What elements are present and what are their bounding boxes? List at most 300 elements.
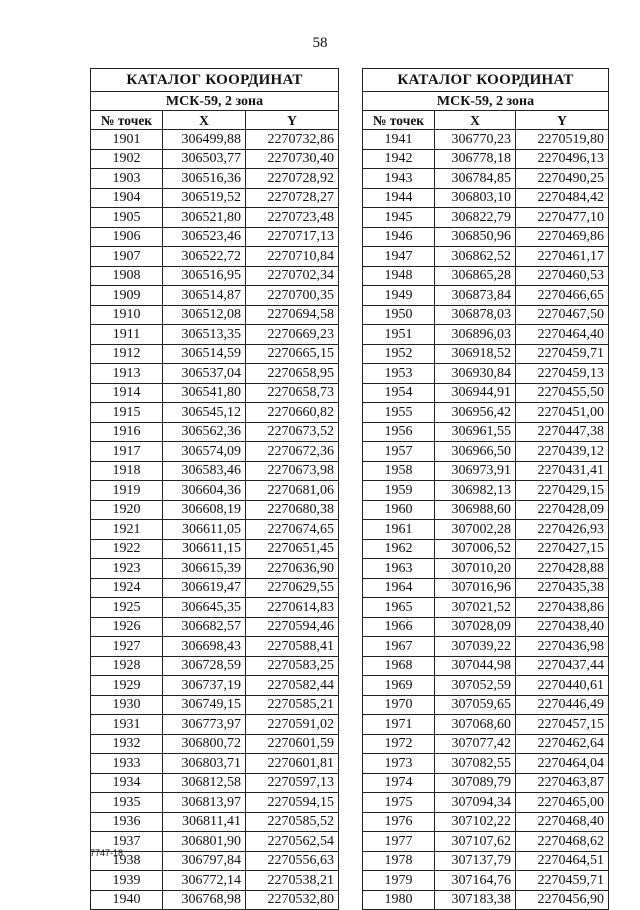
x-coordinate-cell: 306988,60 (435, 500, 516, 520)
table-row (91, 871, 339, 891)
table-row (91, 559, 339, 579)
catalog-title: КАТАЛОГ КООРДИНАТ (363, 69, 609, 92)
y-coordinate-cell: 2270658,73 (246, 383, 339, 403)
table-row (363, 734, 609, 754)
y-coordinate-cell: 2270674,65 (246, 520, 339, 540)
point-number-cell: 1905 (91, 208, 163, 228)
table-row (91, 656, 339, 676)
point-number-cell: 1935 (91, 793, 163, 813)
table-row (363, 773, 609, 793)
y-coordinate-cell: 2270582,44 (246, 676, 339, 696)
x-coordinate-cell: 306728,59 (163, 656, 246, 676)
table-row (363, 578, 609, 598)
x-coordinate-cell: 306873,84 (435, 286, 516, 306)
y-coordinate-cell: 2270466,65 (516, 286, 609, 306)
y-coordinate-cell: 2270462,64 (516, 734, 609, 754)
y-coordinate-cell: 2270467,50 (516, 305, 609, 325)
x-coordinate-cell: 306778,18 (435, 149, 516, 169)
table-row (363, 871, 609, 891)
table-row (363, 149, 609, 169)
column-header-x: X (435, 111, 516, 130)
x-coordinate-cell: 306930,84 (435, 364, 516, 384)
y-coordinate-cell: 2270468,40 (516, 812, 609, 832)
point-number-cell: 1950 (363, 305, 435, 325)
y-coordinate-cell: 2270710,84 (246, 247, 339, 267)
y-coordinate-cell: 2270672,36 (246, 442, 339, 462)
x-coordinate-cell: 306514,59 (163, 344, 246, 364)
y-coordinate-cell: 2270464,04 (516, 754, 609, 774)
point-number-cell: 1970 (363, 695, 435, 715)
x-coordinate-cell: 307068,60 (435, 715, 516, 735)
table-row (91, 169, 339, 189)
x-coordinate-cell: 306878,03 (435, 305, 516, 325)
point-number-cell: 1954 (363, 383, 435, 403)
x-coordinate-cell: 306516,95 (163, 266, 246, 286)
x-coordinate-cell: 306812,58 (163, 773, 246, 793)
x-coordinate-cell: 306966,50 (435, 442, 516, 462)
table-row (363, 227, 609, 247)
x-coordinate-cell: 307016,96 (435, 578, 516, 598)
table-row (363, 383, 609, 403)
x-coordinate-cell: 306583,46 (163, 461, 246, 481)
x-coordinate-cell: 307039,22 (435, 637, 516, 657)
y-coordinate-cell: 2270460,53 (516, 266, 609, 286)
point-number-cell: 1914 (91, 383, 163, 403)
x-coordinate-cell: 306797,84 (163, 851, 246, 871)
y-coordinate-cell: 2270629,55 (246, 578, 339, 598)
x-coordinate-cell: 306698,43 (163, 637, 246, 657)
table-row (91, 247, 339, 267)
y-coordinate-cell: 2270428,09 (516, 500, 609, 520)
point-number-cell: 1934 (91, 773, 163, 793)
point-number-cell: 1901 (91, 130, 163, 150)
point-number-cell: 1917 (91, 442, 163, 462)
y-coordinate-cell: 2270694,58 (246, 305, 339, 325)
table-row (91, 227, 339, 247)
x-coordinate-cell: 306499,88 (163, 130, 246, 150)
point-number-cell: 1960 (363, 500, 435, 520)
y-coordinate-cell: 2270673,52 (246, 422, 339, 442)
x-coordinate-cell: 306811,41 (163, 812, 246, 832)
table-row (363, 422, 609, 442)
table-row (363, 832, 609, 852)
table-row (363, 461, 609, 481)
x-coordinate-cell: 307082,55 (435, 754, 516, 774)
y-coordinate-cell: 2270651,45 (246, 539, 339, 559)
y-coordinate-cell: 2270464,40 (516, 325, 609, 345)
point-number-cell: 1946 (363, 227, 435, 247)
point-number-cell: 1920 (91, 500, 163, 520)
table-row (91, 286, 339, 306)
table-row (363, 325, 609, 345)
x-coordinate-cell: 307183,38 (435, 890, 516, 910)
x-coordinate-cell: 307089,79 (435, 773, 516, 793)
y-coordinate-cell: 2270437,44 (516, 656, 609, 676)
x-coordinate-cell: 306961,55 (435, 422, 516, 442)
x-coordinate-cell: 306545,12 (163, 403, 246, 423)
point-number-cell: 1942 (363, 149, 435, 169)
y-coordinate-cell: 2270700,35 (246, 286, 339, 306)
y-coordinate-cell: 2270459,71 (516, 344, 609, 364)
x-coordinate-cell: 306862,52 (435, 247, 516, 267)
table-row (363, 344, 609, 364)
point-number-cell: 1903 (91, 169, 163, 189)
y-coordinate-cell: 2270429,15 (516, 481, 609, 501)
point-number-cell: 1975 (363, 793, 435, 813)
y-coordinate-cell: 2270459,71 (516, 871, 609, 891)
table-row (91, 695, 339, 715)
table-row (363, 754, 609, 774)
y-coordinate-cell: 2270601,81 (246, 754, 339, 774)
point-number-cell: 1958 (363, 461, 435, 481)
table-row (91, 637, 339, 657)
x-coordinate-cell: 306801,90 (163, 832, 246, 852)
catalog-zone: МСК-59, 2 зона (363, 92, 609, 111)
table-row (363, 130, 609, 150)
table-row (91, 676, 339, 696)
x-coordinate-cell: 306737,19 (163, 676, 246, 696)
x-coordinate-cell: 306770,23 (435, 130, 516, 150)
point-number-cell: 1979 (363, 871, 435, 891)
x-coordinate-cell: 306522,72 (163, 247, 246, 267)
point-number-cell: 1932 (91, 734, 163, 754)
point-number-cell: 1925 (91, 598, 163, 618)
table-row (363, 637, 609, 657)
y-coordinate-cell: 2270440,61 (516, 676, 609, 696)
y-coordinate-cell: 2270597,13 (246, 773, 339, 793)
point-number-cell: 1939 (91, 871, 163, 891)
x-coordinate-cell: 307137,79 (435, 851, 516, 871)
y-coordinate-cell: 2270456,90 (516, 890, 609, 910)
y-coordinate-cell: 2270681,06 (246, 481, 339, 501)
y-coordinate-cell: 2270496,13 (516, 149, 609, 169)
x-coordinate-cell: 306850,96 (435, 227, 516, 247)
table-row (363, 500, 609, 520)
point-number-cell: 1940 (91, 890, 163, 910)
table-row (363, 598, 609, 618)
point-number-cell: 1943 (363, 169, 435, 189)
point-number-cell: 1980 (363, 890, 435, 910)
table-row (363, 364, 609, 384)
x-coordinate-cell: 307021,52 (435, 598, 516, 618)
point-number-cell: 1937 (91, 832, 163, 852)
point-number-cell: 1912 (91, 344, 163, 364)
x-coordinate-cell: 306512,08 (163, 305, 246, 325)
x-coordinate-cell: 306523,46 (163, 227, 246, 247)
point-number-cell: 1963 (363, 559, 435, 579)
y-coordinate-cell: 2270665,15 (246, 344, 339, 364)
coordinate-catalog-left (90, 68, 339, 910)
y-coordinate-cell: 2270591,02 (246, 715, 339, 735)
point-number-cell: 1948 (363, 266, 435, 286)
table-row (91, 130, 339, 150)
column-header-y: Y (516, 111, 609, 130)
y-coordinate-cell: 2270451,00 (516, 403, 609, 423)
y-coordinate-cell: 2270660,82 (246, 403, 339, 423)
table-row (91, 344, 339, 364)
x-coordinate-cell: 306516,36 (163, 169, 246, 189)
point-number-cell: 1973 (363, 754, 435, 774)
point-number-cell: 1929 (91, 676, 163, 696)
table-row (91, 481, 339, 501)
x-coordinate-cell: 306773,97 (163, 715, 246, 735)
point-number-cell: 1964 (363, 578, 435, 598)
x-coordinate-cell: 307002,28 (435, 520, 516, 540)
table-row (91, 715, 339, 735)
y-coordinate-cell: 2270438,86 (516, 598, 609, 618)
y-coordinate-cell: 2270730,40 (246, 149, 339, 169)
y-coordinate-cell: 2270438,40 (516, 617, 609, 637)
y-coordinate-cell: 2270673,98 (246, 461, 339, 481)
point-number-cell: 1971 (363, 715, 435, 735)
x-coordinate-cell: 306604,36 (163, 481, 246, 501)
y-coordinate-cell: 2270435,38 (516, 578, 609, 598)
y-coordinate-cell: 2270614,83 (246, 598, 339, 618)
catalog-zone: МСК-59, 2 зона (91, 92, 339, 111)
x-coordinate-cell: 306615,39 (163, 559, 246, 579)
x-coordinate-cell: 306749,15 (163, 695, 246, 715)
y-coordinate-cell: 2270469,86 (516, 227, 609, 247)
x-coordinate-cell: 306944,91 (435, 383, 516, 403)
point-number-cell: 1931 (91, 715, 163, 735)
y-coordinate-cell: 2270431,41 (516, 461, 609, 481)
table-row (363, 715, 609, 735)
point-number-cell: 1922 (91, 539, 163, 559)
x-coordinate-cell: 306682,57 (163, 617, 246, 637)
table-row (363, 188, 609, 208)
x-coordinate-cell: 306784,85 (435, 169, 516, 189)
table-row (91, 149, 339, 169)
y-coordinate-cell: 2270658,95 (246, 364, 339, 384)
x-coordinate-cell: 306772,14 (163, 871, 246, 891)
point-number-cell: 1909 (91, 286, 163, 306)
table-row (91, 442, 339, 462)
point-number-cell: 1918 (91, 461, 163, 481)
point-number-cell: 1962 (363, 539, 435, 559)
point-number-cell: 1923 (91, 559, 163, 579)
y-coordinate-cell: 2270468,62 (516, 832, 609, 852)
table-row (91, 890, 339, 910)
y-coordinate-cell: 2270439,12 (516, 442, 609, 462)
page-number: 58 (312, 35, 328, 51)
point-number-cell: 1969 (363, 676, 435, 696)
y-coordinate-cell: 2270436,98 (516, 637, 609, 657)
point-number-cell: 1949 (363, 286, 435, 306)
point-number-cell: 1945 (363, 208, 435, 228)
point-number-cell: 1978 (363, 851, 435, 871)
table-row (363, 520, 609, 540)
table-row (91, 305, 339, 325)
point-number-cell: 1926 (91, 617, 163, 637)
y-coordinate-cell: 2270601,59 (246, 734, 339, 754)
table-row (91, 266, 339, 286)
x-coordinate-cell: 306537,04 (163, 364, 246, 384)
x-coordinate-cell: 307059,65 (435, 695, 516, 715)
table-row (91, 500, 339, 520)
point-number-cell: 1957 (363, 442, 435, 462)
table-row (91, 851, 339, 871)
table-row (363, 169, 609, 189)
point-number-cell: 1959 (363, 481, 435, 501)
point-number-cell: 1941 (363, 130, 435, 150)
x-coordinate-cell: 306562,36 (163, 422, 246, 442)
x-coordinate-cell: 306514,87 (163, 286, 246, 306)
y-coordinate-cell: 2270447,38 (516, 422, 609, 442)
y-coordinate-cell: 2270723,48 (246, 208, 339, 228)
point-number-cell: 1915 (91, 403, 163, 423)
x-coordinate-cell: 306803,71 (163, 754, 246, 774)
point-number-cell: 1965 (363, 598, 435, 618)
footer-document-code: 7747-18 (90, 848, 124, 858)
table-row (363, 676, 609, 696)
x-coordinate-cell: 306608,19 (163, 500, 246, 520)
x-coordinate-cell: 307006,52 (435, 539, 516, 559)
point-number-cell: 1907 (91, 247, 163, 267)
y-coordinate-cell: 2270562,54 (246, 832, 339, 852)
x-coordinate-cell: 306519,52 (163, 188, 246, 208)
table-row (363, 247, 609, 267)
table-row (91, 832, 339, 852)
x-coordinate-cell: 306956,42 (435, 403, 516, 423)
point-number-cell: 1972 (363, 734, 435, 754)
x-coordinate-cell: 306611,05 (163, 520, 246, 540)
point-number-cell: 1961 (363, 520, 435, 540)
point-number-cell: 1951 (363, 325, 435, 345)
x-coordinate-cell: 306768,98 (163, 890, 246, 910)
x-coordinate-cell: 307044,98 (435, 656, 516, 676)
point-number-cell: 1938 (91, 851, 163, 871)
y-coordinate-cell: 2270585,21 (246, 695, 339, 715)
point-number-cell: 1910 (91, 305, 163, 325)
point-number-cell: 1947 (363, 247, 435, 267)
table-row (91, 539, 339, 559)
table-row (363, 539, 609, 559)
column-header-x: X (163, 111, 246, 130)
table-row (91, 773, 339, 793)
table-row (91, 617, 339, 637)
table-row (363, 559, 609, 579)
y-coordinate-cell: 2270538,21 (246, 871, 339, 891)
point-number-cell: 1928 (91, 656, 163, 676)
y-coordinate-cell: 2270702,34 (246, 266, 339, 286)
x-coordinate-cell: 306611,15 (163, 539, 246, 559)
y-coordinate-cell: 2270519,80 (516, 130, 609, 150)
table-row (91, 208, 339, 228)
table-row (91, 520, 339, 540)
y-coordinate-cell: 2270594,46 (246, 617, 339, 637)
x-coordinate-cell: 307052,59 (435, 676, 516, 696)
y-coordinate-cell: 2270717,13 (246, 227, 339, 247)
x-coordinate-cell: 307164,76 (435, 871, 516, 891)
point-number-cell: 1974 (363, 773, 435, 793)
y-coordinate-cell: 2270477,10 (516, 208, 609, 228)
point-number-cell: 1904 (91, 188, 163, 208)
table-row (363, 656, 609, 676)
x-coordinate-cell: 306822,79 (435, 208, 516, 228)
y-coordinate-cell: 2270427,15 (516, 539, 609, 559)
y-coordinate-cell: 2270465,00 (516, 793, 609, 813)
y-coordinate-cell: 2270463,87 (516, 773, 609, 793)
y-coordinate-cell: 2270461,17 (516, 247, 609, 267)
point-number-cell: 1977 (363, 832, 435, 852)
y-coordinate-cell: 2270426,93 (516, 520, 609, 540)
table-row (91, 793, 339, 813)
y-coordinate-cell: 2270594,15 (246, 793, 339, 813)
table-row (363, 305, 609, 325)
y-coordinate-cell: 2270588,41 (246, 637, 339, 657)
x-coordinate-cell: 306896,03 (435, 325, 516, 345)
column-header-point-number: № точек (91, 111, 163, 130)
point-number-cell: 1906 (91, 227, 163, 247)
x-coordinate-cell: 306541,80 (163, 383, 246, 403)
y-coordinate-cell: 2270669,23 (246, 325, 339, 345)
table-row (91, 578, 339, 598)
point-number-cell: 1966 (363, 617, 435, 637)
table-row (91, 754, 339, 774)
point-number-cell: 1902 (91, 149, 163, 169)
point-number-cell: 1927 (91, 637, 163, 657)
x-coordinate-cell: 306973,91 (435, 461, 516, 481)
point-number-cell: 1921 (91, 520, 163, 540)
x-coordinate-cell: 307107,62 (435, 832, 516, 852)
x-coordinate-cell: 306800,72 (163, 734, 246, 754)
y-coordinate-cell: 2270532,80 (246, 890, 339, 910)
coordinate-catalog-right (362, 68, 609, 910)
table-row (91, 188, 339, 208)
x-coordinate-cell: 307102,22 (435, 812, 516, 832)
y-coordinate-cell: 2270728,92 (246, 169, 339, 189)
x-coordinate-cell: 307094,34 (435, 793, 516, 813)
x-coordinate-cell: 307010,20 (435, 559, 516, 579)
x-coordinate-cell: 307028,09 (435, 617, 516, 637)
table-row (363, 793, 609, 813)
y-coordinate-cell: 2270585,52 (246, 812, 339, 832)
x-coordinate-cell: 307077,42 (435, 734, 516, 754)
table-row (363, 286, 609, 306)
table-row (91, 422, 339, 442)
table-row (91, 734, 339, 754)
y-coordinate-cell: 2270446,49 (516, 695, 609, 715)
x-coordinate-cell: 306619,47 (163, 578, 246, 598)
y-coordinate-cell: 2270490,25 (516, 169, 609, 189)
point-number-cell: 1953 (363, 364, 435, 384)
y-coordinate-cell: 2270556,63 (246, 851, 339, 871)
point-number-cell: 1944 (363, 188, 435, 208)
table-row (91, 812, 339, 832)
table-row (363, 442, 609, 462)
point-number-cell: 1908 (91, 266, 163, 286)
y-coordinate-cell: 2270636,90 (246, 559, 339, 579)
y-coordinate-cell: 2270459,13 (516, 364, 609, 384)
y-coordinate-cell: 2270455,50 (516, 383, 609, 403)
x-coordinate-cell: 306813,97 (163, 793, 246, 813)
point-number-cell: 1936 (91, 812, 163, 832)
y-coordinate-cell: 2270732,86 (246, 130, 339, 150)
x-coordinate-cell: 306513,35 (163, 325, 246, 345)
column-header-y: Y (246, 111, 339, 130)
table-row (363, 403, 609, 423)
table-row (91, 598, 339, 618)
point-number-cell: 1930 (91, 695, 163, 715)
catalog-body (91, 130, 339, 910)
point-number-cell: 1916 (91, 422, 163, 442)
table-row (363, 851, 609, 871)
x-coordinate-cell: 306918,52 (435, 344, 516, 364)
point-number-cell: 1956 (363, 422, 435, 442)
point-number-cell: 1952 (363, 344, 435, 364)
y-coordinate-cell: 2270464,51 (516, 851, 609, 871)
table-row (363, 481, 609, 501)
